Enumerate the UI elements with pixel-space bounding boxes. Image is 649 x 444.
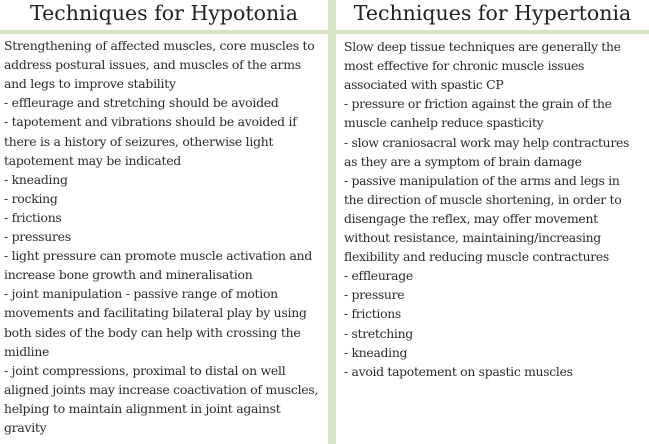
text-line: gravity [4, 420, 47, 435]
text-line: associated with spastic CP [344, 77, 504, 93]
text-line: both sides of the body can help with crossing the [4, 324, 301, 340]
text-line: helping to maintain alignment in joint against [4, 400, 281, 416]
hypotonia-column [0, 34, 328, 444]
hypotonia-header: Techniques for Hypotonia [0, 0, 328, 30]
text-line: flexibility and reducing muscle contractures [344, 249, 609, 265]
text-line: Slow deep tissue techniques are generally the [344, 39, 621, 54]
text-line: - kneading [344, 344, 408, 360]
text-line: muscle canhelp reduce spasticity [344, 115, 544, 131]
text-line: address postural issues, and muscles of the arms [4, 57, 301, 73]
text-line: - tapotement and vibrations should be avoided if [4, 114, 297, 130]
text-line: Strengthening of affected muscles, core muscles to [4, 38, 315, 53]
text-line: as they are a symptom of brain damage [344, 153, 582, 169]
text-line: the direction of muscle shortening, in order to [344, 191, 622, 207]
text-line: - stretching [344, 325, 413, 341]
text-line: - rocking [4, 190, 58, 206]
text-line: - effleurage and stretching should be avoided [4, 95, 279, 111]
text-line: - pressure [344, 287, 405, 303]
text-line: - light pressure can promote muscle activation and [4, 248, 313, 264]
text-line: midline [4, 343, 50, 359]
text-line: without resistance, maintaining/increasing [344, 230, 601, 245]
text-line: - pressure or friction against the grain of the [344, 96, 612, 112]
hypertonia-column [336, 34, 649, 444]
text-line: most effective for chronic muscle issues [344, 58, 585, 74]
text-line: - pressures [4, 229, 71, 244]
text-line: aligned joints may increase coactivation of muscles, [4, 381, 319, 397]
text-line: and legs to improve stability [4, 76, 176, 92]
hypertonia-header: Techniques for Hypertonia [336, 0, 649, 30]
text-line: disengage the reflex, may offer movement [344, 210, 598, 226]
text-line: movements and facilitating bilateral play by using [4, 305, 307, 321]
text-line: there is a history of seizures, otherwise light [4, 133, 274, 149]
text-line: tapotement may be indicated [4, 152, 181, 168]
text-line: - joint manipulation - passive range of motion [4, 286, 278, 302]
text-line: - avoid tapotement on spastic muscles [344, 363, 573, 379]
text-line: - effleurage [344, 268, 413, 284]
text-line: increase bone growth and mineralisation [4, 267, 253, 283]
text-line: - slow craniosacral work may help contractures [344, 134, 630, 150]
text-line: - frictions [344, 306, 401, 322]
text-line: - passive manipulation of the arms and legs in [344, 172, 620, 188]
text-line: - kneading [4, 171, 68, 187]
text-line: - joint compressions, proximal to distal on well [4, 362, 286, 378]
text-line: - frictions [4, 209, 62, 225]
